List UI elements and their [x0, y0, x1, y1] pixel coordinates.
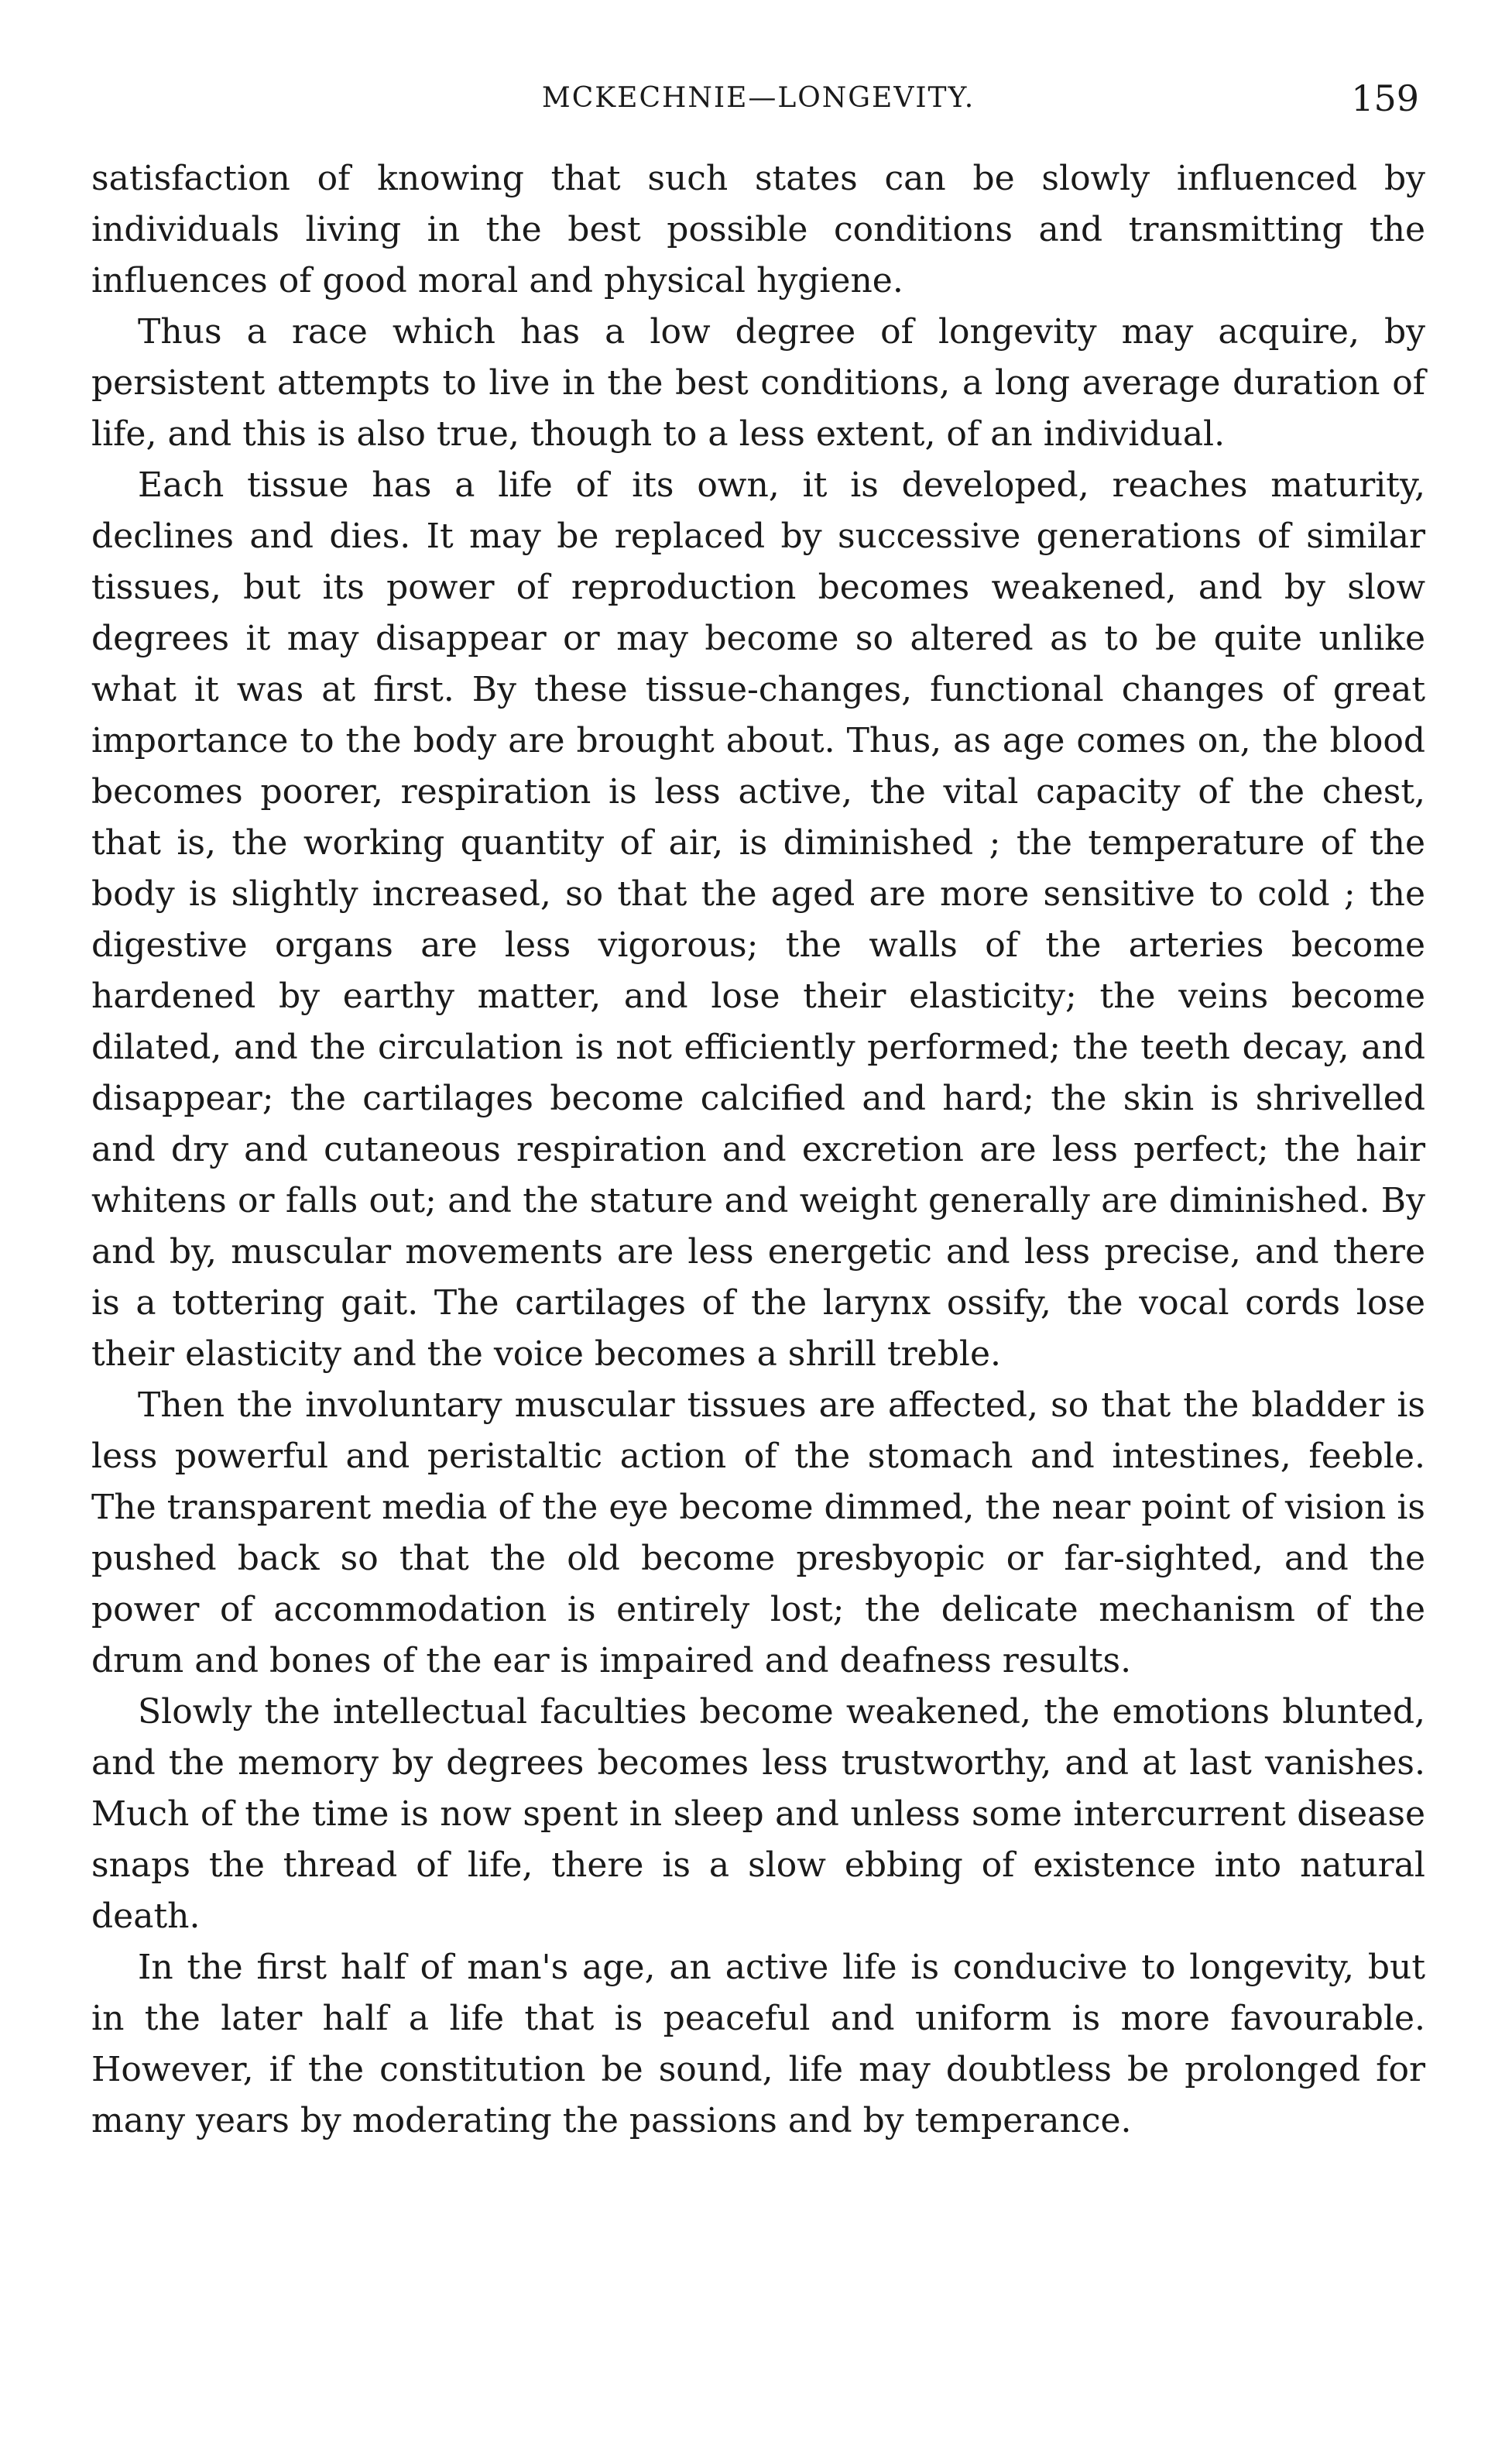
body-text — [91, 153, 1425, 2147]
paragraph-involuntary-tissues: Then the involuntary muscular tissues are affected, so that the bladder is less powerful and peristaltic action of the stomach and intestines, feeble. The transparent media of the eye become dimmed, the near point of vision is pushed back so that the old become presbyopic or far-sighted, and the power of accommodation is entirely lost; the delicate mechanism of the drum and bones of the ear is impaired and deafness results. — [91, 1385, 1425, 1680]
running-head — [91, 74, 1425, 136]
paragraph-continuation: satisfaction of knowing that such states can be slowly influenced by individuals living in the best possible conditions and transmitting the influences of good moral and physical hygiene. — [91, 159, 1425, 300]
paragraph-active-life: In the first half of man's age, an active life is conducive to longevity, but in the later half a life that is peaceful and uniform is more favourable. However, if the constitution be sound, life may doubtless be prolonged for many years by moderating the passions and by temperance. — [91, 1948, 1425, 2140]
paragraph-tissue-changes: Each tissue has a life of its own, it is developed, reaches maturity, declines and dies. It may be replaced by successive generations of similar tissues, but its power of reproduction becomes weakened, and by slow degrees it may disappear or may become so altered as to be quite unlike what it was at first. By these tissue-changes, functional changes of great importance to the body are brought about. Thus, as age comes on, the blood becomes poorer, respiration is less active, the vital capacity of the chest, that is, the working quantity of air, is diminished ; the temperature of the body is slightly increased, so that the aged are more sensitive to cold ; the digestive organs are less vigorous; the walls of the arteries become hardened by earthy matter, and lose their elasticity; the veins become dilated, and the circulation is not efficiently performed; the teeth decay, and disappear; the cartilages become calcified and hard; the skin is shrivelled and dry and cutaneous respiration and excretion are less perfect; the hair whitens or falls out; and the stature and weight generally are diminished. By and by, muscular movements are less energetic and less precise, and there is a tottering gait. The cartilages of the larynx ossify, the vocal cords lose their elasticity and the voice becomes a shrill treble. — [91, 465, 1425, 1374]
running-title: MCKECHNIE—LONGEVITY. — [541, 82, 975, 114]
paragraph-intellectual-faculties: Slowly the intellectual faculties become weakened, the emotions blunted, and the memory by degrees becomes less trustworthy, and at last vanishes. Much of the time is now spent in sleep and unless some intercurrent disease snaps the thread of life, there is a slow ebbing of existence into natural death. — [91, 1692, 1425, 1936]
paragraph-race-longevity: Thus a race which has a low degree of longevity may acquire, by persistent attempts to live in the best conditions, a long average duration of life, and this is also true, though to a less extent, of an individual. — [91, 312, 1425, 454]
page-number: 159 — [1351, 77, 1419, 119]
